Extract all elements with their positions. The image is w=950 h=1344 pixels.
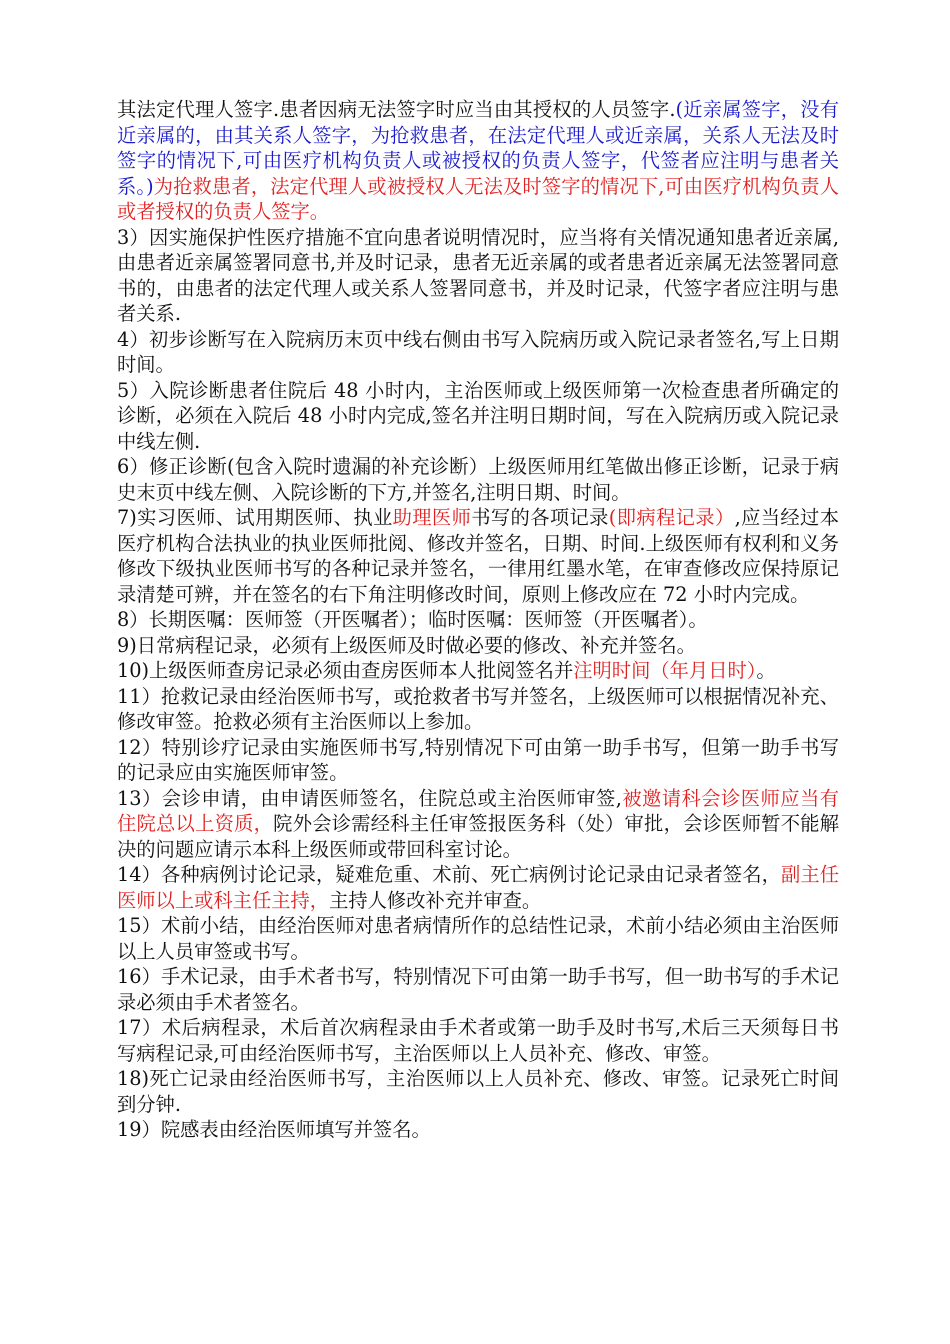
- body-text: 5）入院诊断患者住院后 48 小时内，主治医师或上级医师第一次检查患者所确定的诊断，必须在入院后 48 小时内完成,签名并注明日期时间，写在入院病历或入院记录中线左侧.: [117, 378, 839, 453]
- body-text: 19）院感表由经治医师填写并签名。: [117, 1118, 431, 1141]
- highlight-blue-text: (近亲属签字，没有近亲属的，由其关系人签字，为抢救患者，在法定代理人或近亲属，关系人无法及时签字的情况下,可由医疗机构负责人或被授权的负责人签字，代签者应注明与患者关系。): [117, 98, 839, 198]
- paragraph: [117, 1066, 839, 1117]
- highlight-red-text: 助理医师: [392, 506, 472, 529]
- paragraph: [117, 454, 839, 505]
- body-text: 17）术后病程录，术后首次病程录由手术者或第一助手及时书写,术后三天须每日书写病程记录,可由经治医师书写，主治医师以上人员补充、修改、审签。: [117, 1016, 839, 1065]
- paragraph: [117, 607, 839, 633]
- body-text: 13）会诊申请，由申请医师签名，住院总或主治医师审签,: [117, 786, 622, 810]
- highlight-red-text: 副主任医师以上或科主任主持，: [117, 863, 840, 912]
- body-text: 12）特别诊疗记录由实施医师书写,特别情况下可由第一助手书写，但第一助手书写的记录应由实施医师审签。: [117, 735, 839, 784]
- paragraph: [117, 684, 839, 735]
- body-text: 7)实习医师、试用期医师、执业: [117, 506, 393, 529]
- body-text: 9)日常病程记录，必须有上级医师及时做必要的修改、补充并签名。: [117, 633, 696, 657]
- paragraph: [117, 1117, 839, 1143]
- body-text: 其法定代理人签字.患者因病无法签字时应当由其授权的人员签字.: [117, 98, 676, 121]
- paragraph: [117, 327, 839, 378]
- paragraph: [117, 97, 839, 225]
- paragraph: [117, 378, 839, 455]
- paragraph: [117, 862, 839, 913]
- body-text: 16）手术记录，由手术者书写，特别情况下可由第一助手书写，但一助书写的手术记录必须由手术者签名。: [117, 965, 839, 1014]
- highlight-red-text: (即病程记录）: [608, 506, 735, 529]
- paragraph: [117, 225, 839, 327]
- paragraph: [117, 1015, 839, 1066]
- body-text: ,应当经过本医疗机构合法执业的执业医师批阅、修改并签名，日期、时间.上级医师有权利和义务修改下级执业医师书写的各种记录并签名，一律用红墨水笔，在审查修改应保持原记录清楚可辨，并在签名的右下角注明修改时间，原则上修改应在 72 小时内完成。: [117, 506, 839, 606]
- document-page: [117, 97, 839, 1143]
- paragraph: [117, 658, 839, 684]
- body-text: 11）抢救记录由经治医师书写，或抢救者书写并签名，上级医师可以根据情况补充、修改审签。抢救必须有主治医师以上参加。: [117, 684, 839, 733]
- body-text: 15）术前小结，由经治医师对患者病情所作的总结性记录，术前小结必须由主治医师以上人员审签或书写。: [117, 914, 839, 963]
- body-text: 8）长期医嘱：医师签（开医嘱者）；临时医嘱：医师签（开医嘱者）。: [117, 608, 708, 631]
- body-text: 3）因实施保护性医疗措施不宜向患者说明情况时，应当将有关情况通知患者近亲属,由患者近亲属签署同意书,并及时记录，患者无近亲属的或者患者近亲属无法签署同意书的，由患者的法定代理人或关系人签署同意书，并及时记录，代签字者应注明与患者关系.: [117, 225, 839, 325]
- paragraph: [117, 964, 839, 1015]
- body-text: 。: [756, 659, 776, 682]
- body-text: 18)死亡记录由经治医师书写，主治医师以上人员补充、修改、审签。记录死亡时间到分钟.: [117, 1067, 839, 1116]
- body-text: 6）修正诊断(包含入院时遗漏的补充诊断）上级医师用红笔做出修正诊断，记录于病史末页中线左侧、入院诊断的下方,并签名,注明日期、时间。: [117, 455, 839, 504]
- highlight-red-text: 为抢救患者，法定代理人或被授权人无法及时签字的情况下,可由医疗机构负责人或者授权的负责人签字。: [117, 174, 839, 223]
- body-text: 4）初步诊断写在入院病历末页中线右侧由书写入院病历或入院记录者签名,写上日期时间。: [117, 327, 839, 376]
- paragraph: [117, 633, 839, 659]
- paragraph: [117, 786, 839, 863]
- body-text: 10)上级医师查房记录必须由查房医师本人批阅签名并: [117, 659, 574, 682]
- body-text: 主持人修改补充并审查。: [329, 888, 542, 912]
- body-text: 院外会诊需经科主任审签报医务科（处）审批，会诊医师暂不能解决的问题应请示本科上级医师或带回科室讨论。: [117, 812, 840, 861]
- paragraph: [117, 735, 839, 786]
- body-text: 14）各种病例讨论记录，疑难危重、术前、死亡病例讨论记录由记录者签名，: [117, 863, 781, 886]
- highlight-red-text: 注明时间（年月日时）: [573, 659, 757, 682]
- body-text: 书写的各项记录: [471, 506, 609, 529]
- highlight-red-text: 被邀请科会诊医师应当有住院总以上资质，: [117, 786, 839, 835]
- paragraph: [117, 913, 839, 964]
- paragraph: [117, 505, 839, 607]
